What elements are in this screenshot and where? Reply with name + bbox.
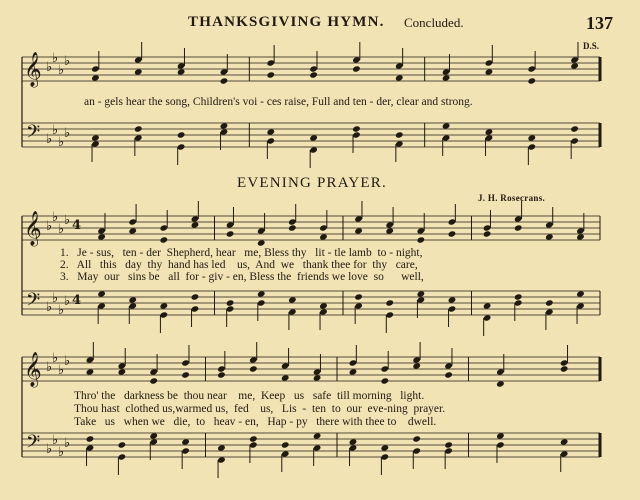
flat-icon: ♭ <box>46 60 53 75</box>
verse-2-line-2: Thou hast clothed us,warmed us, fed us, Lis - ten to our eve-ning prayer. <box>74 403 446 415</box>
note-head <box>177 131 186 138</box>
note-head <box>86 435 95 442</box>
note-head <box>160 236 169 243</box>
note-head <box>226 299 235 306</box>
note-head <box>226 230 235 237</box>
treble-clef-icon: 𝄞 <box>24 211 42 246</box>
treble-clef-icon: 𝄞 <box>24 52 42 87</box>
treble-clef-icon: 𝄞 <box>24 352 42 387</box>
note-head <box>281 374 290 381</box>
note-head <box>249 435 258 442</box>
note-head <box>149 377 158 384</box>
note-head <box>381 444 390 451</box>
bass-clef-icon: 𝄢 <box>26 122 41 147</box>
note-head <box>576 290 585 297</box>
note-head <box>485 128 494 135</box>
flat-icon: ♭ <box>52 210 59 225</box>
note-head <box>191 293 200 300</box>
bass-clef-icon: 𝄢 <box>26 290 41 315</box>
bass-clef-icon: 𝄢 <box>26 432 41 457</box>
flat-icon: ♭ <box>58 63 65 78</box>
note-head <box>442 122 451 129</box>
note-head <box>354 227 363 234</box>
note-head <box>448 296 457 303</box>
note-head <box>86 368 95 375</box>
note-head <box>160 302 169 309</box>
note-head <box>134 125 143 132</box>
flat-icon: ♭ <box>58 363 65 378</box>
page-number: 137 <box>586 13 613 33</box>
note-head <box>288 296 297 303</box>
note-head <box>257 290 266 297</box>
note-head <box>128 227 137 234</box>
note-head <box>319 233 328 240</box>
flat-icon: ♭ <box>58 303 65 318</box>
note-head <box>417 290 426 297</box>
note-head <box>118 441 127 448</box>
note-head <box>309 134 318 141</box>
note-head <box>485 68 494 75</box>
note-head <box>266 71 275 78</box>
note-head <box>444 371 453 378</box>
note-head <box>448 230 457 237</box>
note-head <box>496 380 505 387</box>
note-head <box>217 371 226 378</box>
note-head <box>354 293 363 300</box>
note-head <box>442 74 451 81</box>
note-head <box>381 377 390 384</box>
note-head <box>527 77 536 84</box>
ds-marking: D.S. <box>583 41 600 51</box>
note-head <box>220 122 229 129</box>
note-head <box>249 365 258 372</box>
note-head <box>309 71 318 78</box>
note-head <box>220 77 229 84</box>
note-head <box>560 365 569 372</box>
note-head <box>257 239 266 246</box>
note-head <box>560 438 569 445</box>
note-head <box>570 125 579 132</box>
flat-icon: ♭ <box>46 360 53 375</box>
flat-icon: ♭ <box>64 213 71 228</box>
note-head <box>444 441 453 448</box>
verse-3-line-2: Take us when we die, to heav - en, Hap - py there with thee to dwell. <box>74 416 437 428</box>
page-title: THANKSGIVING HYMN. <box>188 14 385 30</box>
note-head <box>313 374 322 381</box>
note-head <box>395 131 404 138</box>
flat-icon: ♭ <box>64 354 71 369</box>
composer-credit: J. H. Rosecrans. <box>478 193 546 203</box>
note-head <box>281 441 290 448</box>
note-head <box>118 368 127 375</box>
flat-icon: ♭ <box>46 132 53 147</box>
flat-icon: ♭ <box>64 436 71 451</box>
note-head <box>128 296 137 303</box>
note-head <box>134 68 143 75</box>
verse-2-line-1: 2. All this day thy hand has led us, And we thank thee for thy care, <box>60 259 418 271</box>
note-head <box>91 134 100 141</box>
flat-icon: ♭ <box>52 351 59 366</box>
flat-icon: ♭ <box>58 135 65 150</box>
note-head <box>412 435 421 442</box>
note-head <box>385 227 394 234</box>
flat-icon: ♭ <box>58 445 65 460</box>
note-head <box>349 438 358 445</box>
verse-1-line-1: 1. Je - sus, ten - der Shepherd, hear me, Bless thy lit - tle lamb to - night, <box>60 247 423 259</box>
verse-1-line-2: Thro' the darkness be thou near me, Keep us safe till morning light. <box>74 390 425 402</box>
time-signature: 4 <box>72 293 82 308</box>
note-head <box>319 302 328 309</box>
note-head <box>385 299 394 306</box>
page-subtitle: Concluded. <box>404 15 464 30</box>
flat-icon: ♭ <box>46 300 53 315</box>
note-head <box>217 444 226 451</box>
note-head <box>313 432 322 439</box>
note-head <box>417 236 426 243</box>
flat-icon: ♭ <box>64 54 71 69</box>
note-head <box>97 233 106 240</box>
note-head <box>191 221 200 228</box>
note-head <box>91 74 100 81</box>
note-head <box>514 224 523 231</box>
note-head <box>545 233 554 240</box>
note-head <box>570 62 579 69</box>
hymn-title: EVENING PRAYER. <box>237 175 387 191</box>
note-head <box>496 432 505 439</box>
note-head <box>545 299 554 306</box>
flat-icon: ♭ <box>52 291 59 306</box>
note-head <box>352 65 361 72</box>
note-head <box>149 432 158 439</box>
note-head <box>483 230 492 237</box>
flat-icon: ♭ <box>64 126 71 141</box>
note-head <box>514 293 523 300</box>
flat-icon: ♭ <box>58 222 65 237</box>
flat-icon: ♭ <box>64 294 71 309</box>
note-head <box>412 362 421 369</box>
flat-icon: ♭ <box>46 219 53 234</box>
note-head <box>97 290 106 297</box>
note-head <box>181 371 190 378</box>
flat-icon: ♭ <box>46 442 53 457</box>
time-signature: 4 <box>72 218 82 233</box>
note-head <box>527 134 536 141</box>
note-head <box>395 74 404 81</box>
lyric-line: an - gels hear the song, Children's voi - ces raise, Full and ten - der, clear and strong. <box>84 96 473 108</box>
note-head <box>352 125 361 132</box>
note-head <box>483 302 492 309</box>
note-head <box>266 128 275 135</box>
flat-icon: ♭ <box>52 51 59 66</box>
note-head <box>177 68 186 75</box>
note-head <box>576 233 585 240</box>
verse-3-line-1: 3. May our sins be all for - giv - en, Bless the friends we love so well, <box>60 271 424 283</box>
flat-icon: ♭ <box>52 433 59 448</box>
note-head <box>181 438 190 445</box>
flat-icon: ♭ <box>52 123 59 138</box>
note-head <box>349 368 358 375</box>
note-head <box>288 224 297 231</box>
